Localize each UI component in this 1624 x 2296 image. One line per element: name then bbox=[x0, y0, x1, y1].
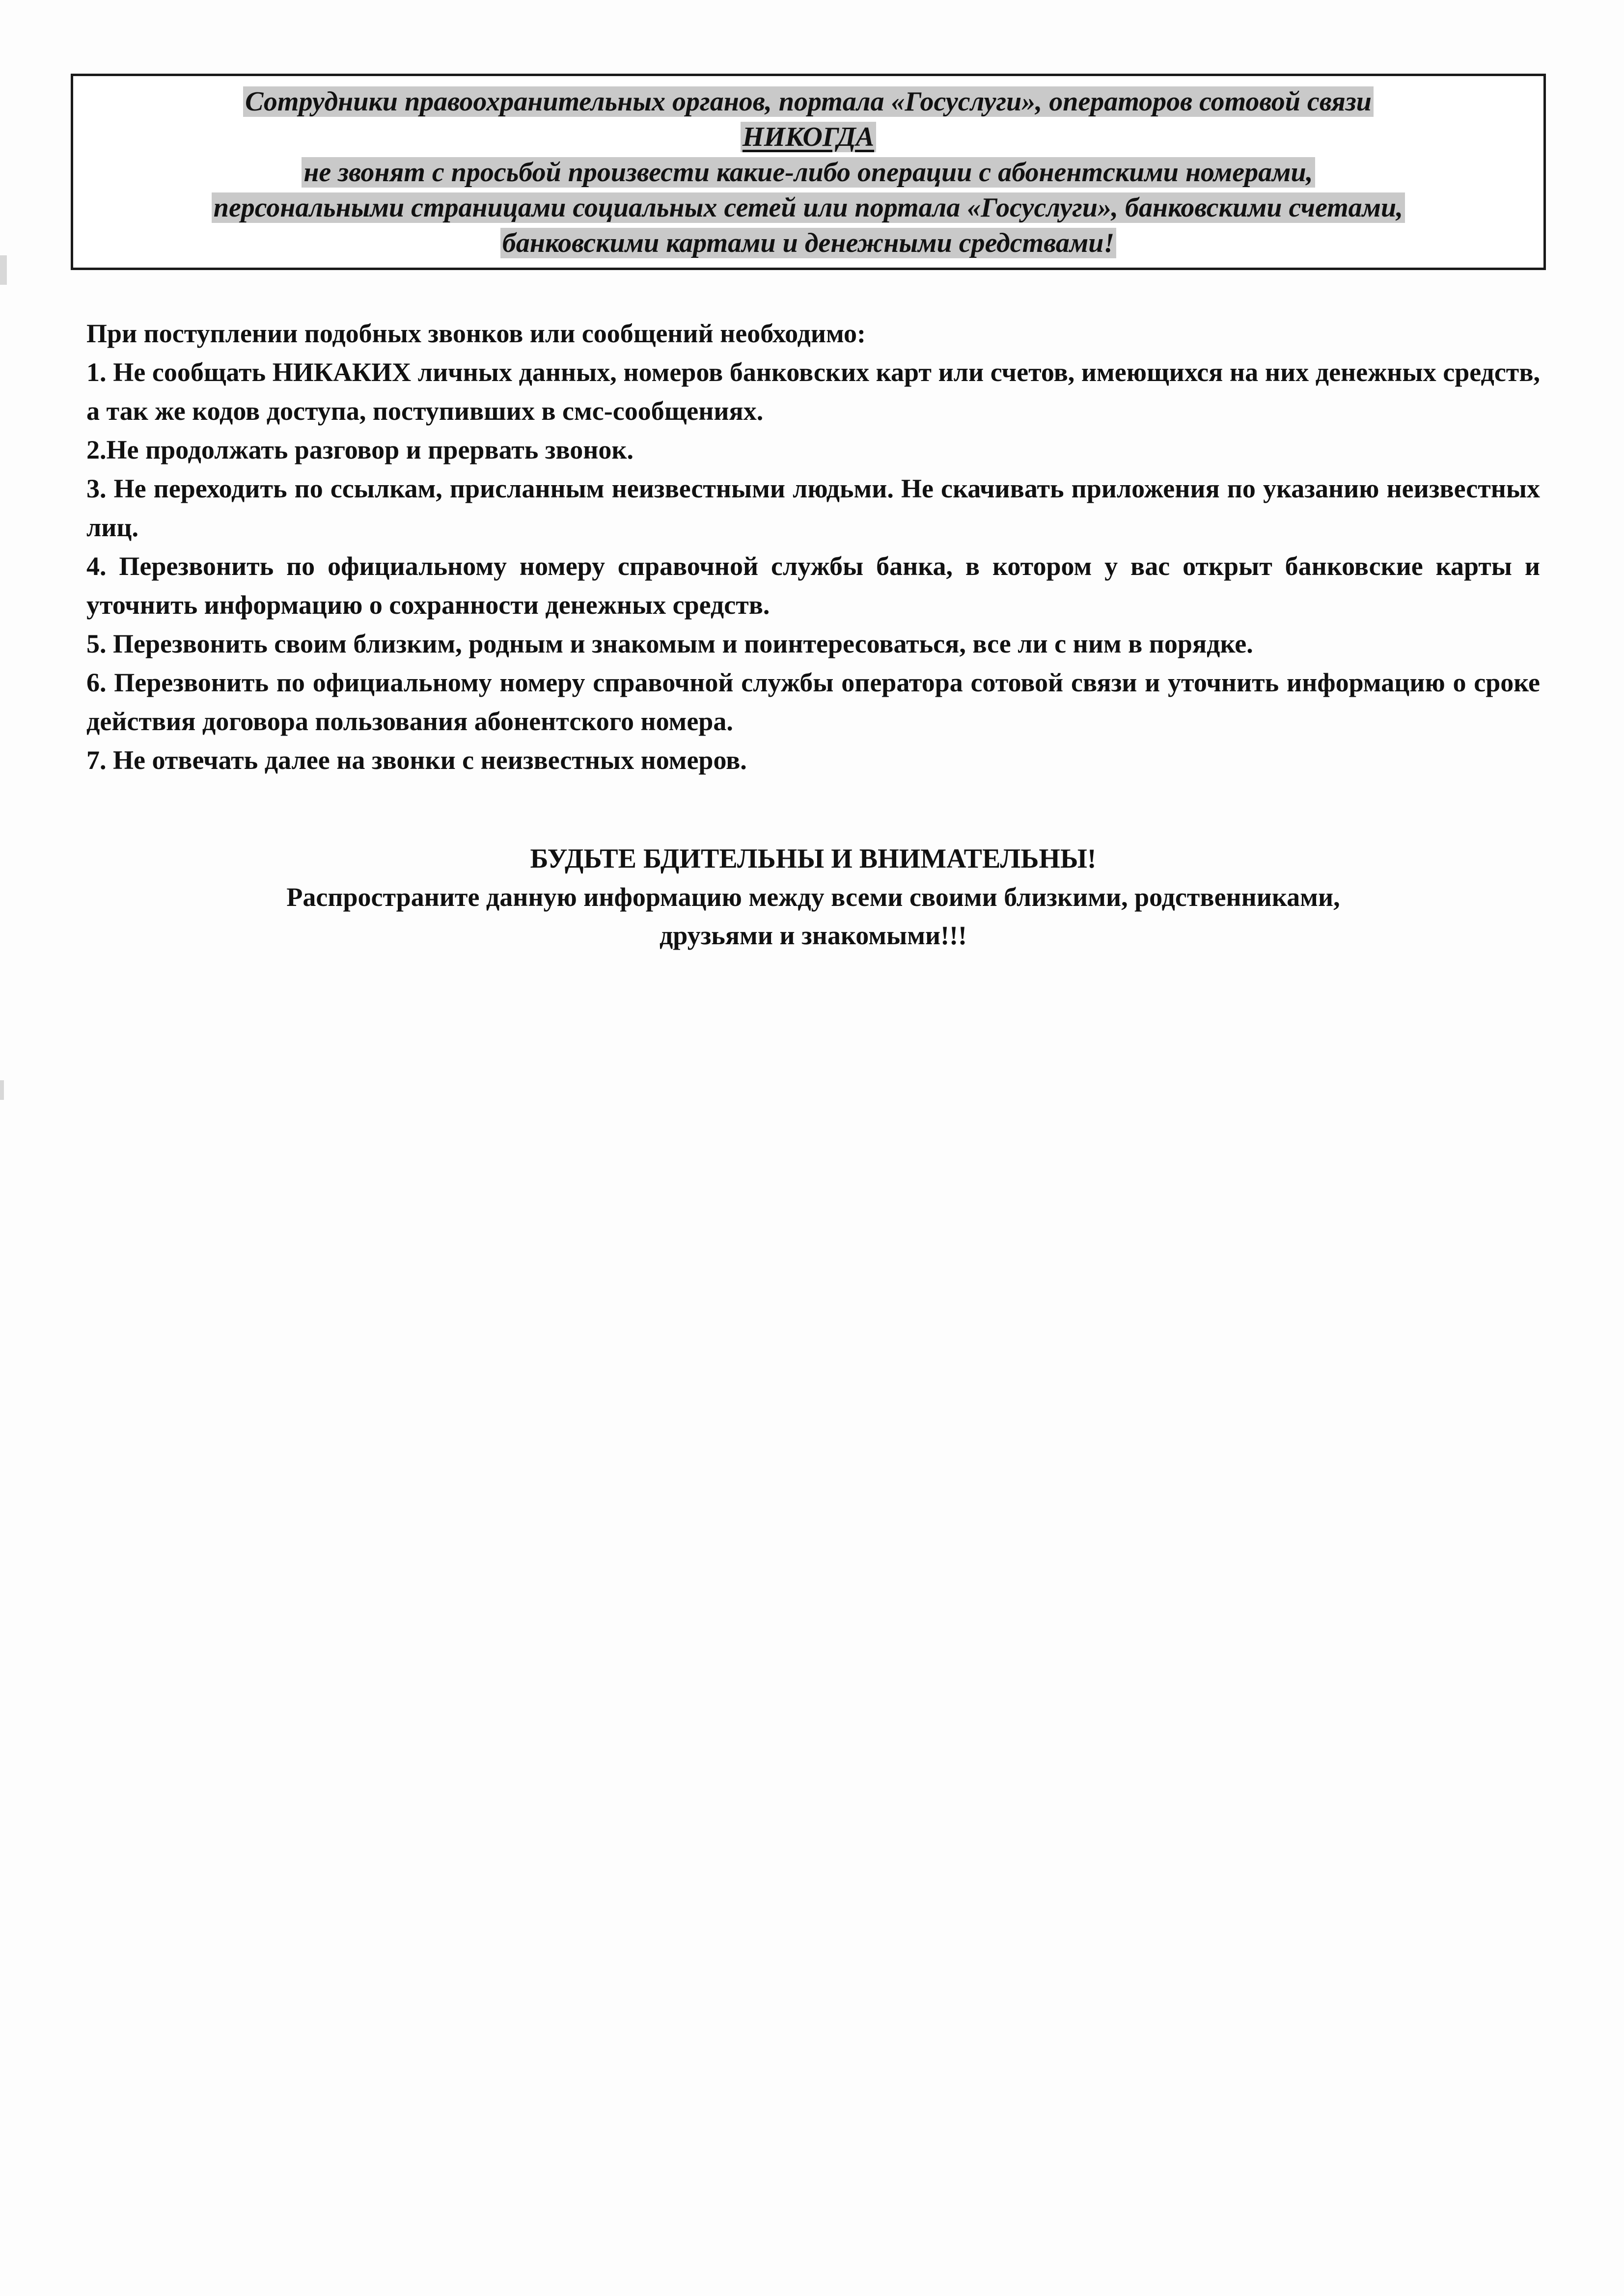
warning-line bbox=[73, 225, 1543, 261]
instruction-item: 6. Перезвонить по официальному номеру справочной службы оператора сотовой связи и уточнить информацию о сроке действия договора пользования абонентского номера. bbox=[86, 668, 1540, 736]
warning-line bbox=[73, 119, 1543, 155]
warning-text: Сотрудники правоохранительных органов, портала «Госуслуги», операторов сотовой связи bbox=[243, 86, 1374, 117]
warning-line bbox=[73, 190, 1543, 225]
instructions-intro: При поступлении подобных звонков или сообщений необходимо: bbox=[86, 319, 866, 348]
warning-text: персональными страницами социальных сетей или портала «Госуслуги», банковскими счетами, bbox=[212, 192, 1405, 223]
instruction-item: 4. Перезвонить по официальному номеру справочной службы банка, в котором у вас открыт банковские карты и уточнить информацию о сохранности денежных средств. bbox=[86, 551, 1540, 620]
instruction-item: 2.Не продолжать разговор и прервать звонок. bbox=[86, 435, 634, 465]
scan-mark bbox=[0, 255, 7, 285]
warning-box bbox=[71, 74, 1546, 270]
closing-headline: БУДЬТЕ БДИТЕЛЬНЫ И ВНИМАТЕЛЬНЫ! bbox=[530, 844, 1097, 874]
warning-text: не звонят с просьбой произвести какие-либо операции с абонентскими номерами, bbox=[302, 157, 1315, 188]
closing-line: друзьями и знакомыми!!! bbox=[659, 921, 967, 950]
closing-block bbox=[86, 840, 1540, 955]
warning-text: банковскими картами и денежными средствами! bbox=[500, 228, 1116, 258]
instructions bbox=[86, 314, 1540, 780]
scan-mark bbox=[0, 1080, 4, 1100]
never-text: НИКОГДА bbox=[741, 122, 876, 152]
instruction-item: 1. Не сообщать НИКАКИХ личных данных, номеров банковских карт или счетов, имеющихся на них денежных средств, а так же кодов доступа, поступивших в смс-сообщениях. bbox=[86, 357, 1540, 426]
instruction-item: 7. Не отвечать далее на звонки с неизвестных номеров. bbox=[86, 745, 747, 775]
warning-line bbox=[73, 84, 1543, 119]
warning-line bbox=[73, 155, 1543, 190]
instruction-item: 5. Перезвонить своим близким, родным и знакомым и поинтересоваться, все ли с ним в порядке. bbox=[86, 629, 1253, 658]
instruction-item: 3. Не переходить по ссылкам, присланным неизвестными людьми. Не скачивать приложения по указанию неизвестных лиц. bbox=[86, 474, 1540, 542]
closing-line: Распространите данную информацию между всеми своими близкими, родственниками, bbox=[286, 882, 1340, 912]
